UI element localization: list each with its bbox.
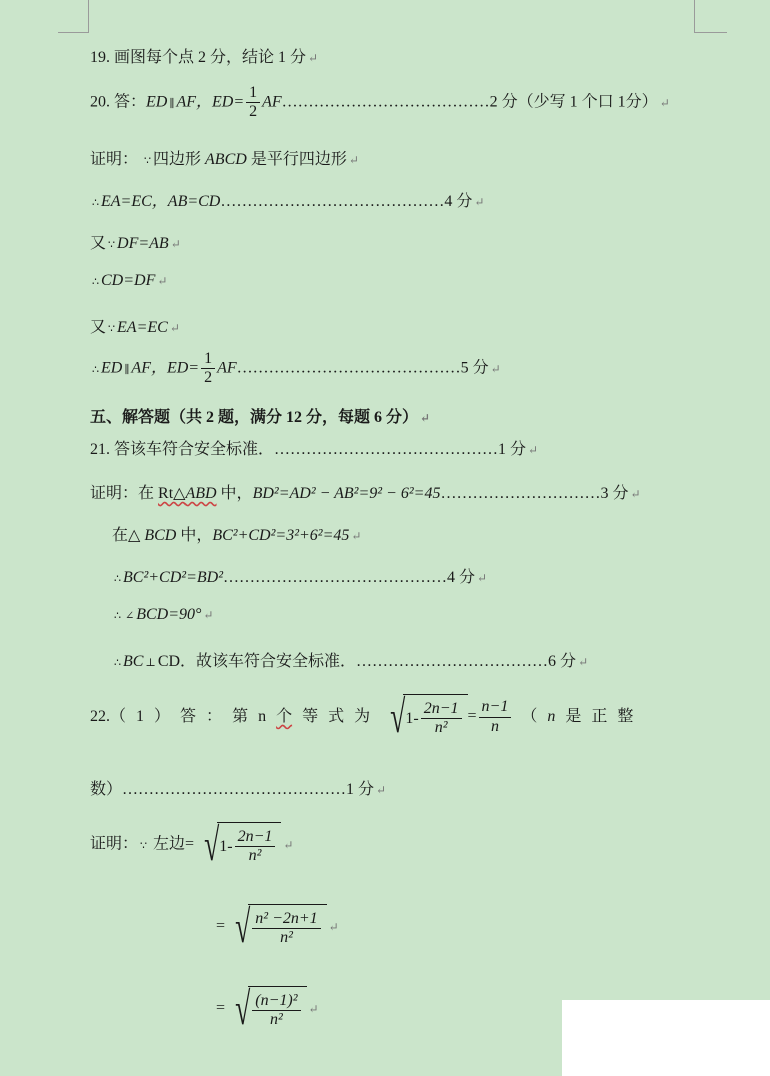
q22-head-char: 个 xyxy=(276,707,293,725)
q20-proof-text2: 是平行四边形 xyxy=(246,151,347,168)
q20-line4: 又 ∵ DF=AB ↵ xyxy=(90,235,181,252)
q19-text: 19. 画图每个点 2 分，结论 1 分 xyxy=(90,49,307,66)
q21-eq1-score: 3 分 xyxy=(600,485,629,502)
q21-line5: ∴ BC ⊥ CD．故该车符合安全标准．………………………………6 分 ↵ xyxy=(114,653,589,670)
q22-head-char: ： xyxy=(206,707,223,725)
q20-l7-fraction: $\frac{1}{2}$ xyxy=(201,350,215,388)
proof-label: 证明： xyxy=(90,835,139,853)
q20-l7-af: AF，ED= xyxy=(131,359,200,377)
q20-l3-score: 4 分 xyxy=(444,193,473,210)
blank-region xyxy=(562,1000,770,1076)
therefore-symbol: ∴ xyxy=(92,363,99,376)
q21-line4: ∴ ∠ BCD=90° ↵ xyxy=(114,606,214,623)
q21-eq1: BD²=AD² − AB²=9² − 6²=45 xyxy=(252,485,441,502)
q21-proof-mid: 中， xyxy=(216,485,253,502)
leader-dots: …………………………………… xyxy=(220,193,445,210)
q22-l2-score: 1 分 xyxy=(346,781,375,798)
q21-proof-line: 证明：在 Rt△ABD 中，BD²=AD² − AB²=9² − 6²=45…………………………3 分 ↵ xyxy=(90,485,641,502)
leader-dots: …………………………………… xyxy=(122,781,347,798)
leader-dots: …………………………………… xyxy=(222,569,447,586)
q20-af: AF，ED= xyxy=(176,93,245,111)
q20-line5: ∴ CD=DF ↵ xyxy=(92,272,168,289)
q22-proof-sqrt3: √ $\frac{\text{(n−1)²}}{\text{n²}}$ xyxy=(225,986,307,1032)
you-label: 又 xyxy=(90,235,107,252)
q21-answer-line: 21. 答该车符合安全标准．……………………………………1 分 ↵ xyxy=(90,441,539,458)
page-corner-mark-top-left xyxy=(58,0,89,33)
q22-tail-char: 整 xyxy=(617,707,634,725)
q20-fraction: $\frac{1}{2}$ xyxy=(246,84,260,122)
q20-answer-line: 20. 答：ED ∥ AF，ED= $\frac{1}{2}$ AF…………………………………2 分（少写 1 个口 1分） ↵ xyxy=(90,84,670,121)
q21-l3-score: 4 分 xyxy=(446,569,475,586)
q21-answer-score: 1 分 xyxy=(498,441,527,458)
q20-line7: ∴ ED ∥ AF，ED= $\frac{1}{2}$ AF……………………………………5 分 ↵ xyxy=(92,350,501,387)
q22-p2-eq: = xyxy=(216,917,226,935)
q22-head-char: 等 xyxy=(302,707,319,725)
q20-l5-text: CD=DF xyxy=(101,272,156,289)
leader-dots: ……………………………… xyxy=(356,653,549,670)
q22-rhs: $\frac{n-1}{n}$ xyxy=(479,698,512,736)
q21-l5-score: 6 分 xyxy=(548,653,577,670)
therefore-symbol: ∴ xyxy=(92,197,99,209)
parallel-symbol: ∥ xyxy=(124,363,130,376)
q22-p3-eq: = xyxy=(216,999,226,1017)
q20-line6: 又 ∵ EA=EC ↵ xyxy=(90,319,180,336)
q22-sqrt: √ 1- $\frac{2n-1}{\text{n²}}$ xyxy=(380,694,467,740)
q22-p1-one: 1- xyxy=(219,837,233,855)
q21-line3: ∴ BC²+CD²=BD²……………………………………4 分 ↵ xyxy=(114,569,488,586)
section5-title-line: 五、解答题（共 2 题，满分 12 分，每题 6 分） ↵ xyxy=(90,409,431,426)
q22-head-char: 式 xyxy=(328,707,345,725)
proof-label: 证明： xyxy=(90,151,139,168)
q20-ed: ED xyxy=(146,93,168,111)
q22-tail xyxy=(521,708,643,725)
because-symbol: ∵ xyxy=(144,155,152,167)
q21-line2: 在△ BCD 中，BC²+CD²=3²+6²=45 ↵ xyxy=(112,527,362,544)
therefore-symbol: ∴ xyxy=(114,610,121,622)
q22-tail-char: （ xyxy=(521,707,538,725)
q22-head-char: ） xyxy=(154,707,171,725)
q21-l2-bcd: BCD xyxy=(144,527,177,544)
q22-head-char: 第 xyxy=(232,707,249,725)
you-label: 又 xyxy=(90,319,107,336)
q20-l6-text: EA=EC xyxy=(117,319,168,336)
q20-af2: AF xyxy=(262,93,282,111)
q22-tail-char: 是 xyxy=(565,707,582,725)
q22-line2: 数）……………………………………1 分 ↵ xyxy=(90,781,387,798)
q21-l2-mid: 中， xyxy=(176,527,213,544)
q22-proof-sqrt2: √ $\frac{\text{n² −2n+1}}{\text{n²}}$ xyxy=(225,904,327,950)
q21-rt-triangle: Rt△ xyxy=(158,485,186,502)
q20-proof-text: 四边形 xyxy=(153,151,206,168)
q20-l3-text: EA=EC，AB=CD xyxy=(101,193,221,210)
q22-eq: = xyxy=(467,707,477,725)
q20-proof-line: 证明： ∵ 四边形 ABCD 是平行四边形 ↵ xyxy=(90,151,359,168)
leader-dots: …………………………………… xyxy=(236,359,461,377)
q22-statement-line xyxy=(90,691,643,742)
q21-l5-rest: CD．故该车符合安全标准． xyxy=(157,653,357,670)
q19-line: 19. 画图每个点 2 分，结论 1 分 ↵ xyxy=(90,49,319,66)
q21-l2-eq: BC²+CD²=3²+6²=45 xyxy=(212,527,350,544)
q22-proof-step2: = √ $\frac{\text{n² −2n+1}}{\text{n²}}$ ↵ xyxy=(216,901,339,952)
therefore-symbol: ∴ xyxy=(92,276,99,288)
q21-proof-pre: 证明：在 xyxy=(90,485,159,502)
q22-tail-char: 正 xyxy=(591,707,608,725)
q22-l2-text: 数） xyxy=(90,781,123,798)
q21-abd: ABD xyxy=(185,485,217,502)
q20-abcd: ABCD xyxy=(205,151,247,168)
q22-head xyxy=(90,708,380,725)
q20-head: 20. 答： xyxy=(90,93,147,111)
therefore-symbol: ∴ xyxy=(114,657,121,669)
leader-dots: ………………………………… xyxy=(281,93,490,111)
because-symbol: ∵ xyxy=(140,839,148,852)
because-symbol: ∵ xyxy=(108,239,116,251)
q22-proof-line: 证明： ∵ 左边= √ 1- $\frac{2n-1}{\text{n²}}$ ↵ xyxy=(90,819,294,870)
q22-proof-step3: = √ $\frac{\text{(n−1)²}}{\text{n²}}$ ↵ xyxy=(216,983,319,1034)
leader-dots: ………………………… xyxy=(440,485,601,502)
q20-l7-af2: AF xyxy=(217,359,237,377)
q21-l3-eq: BC²+CD²=BD² xyxy=(123,569,223,586)
q21-l5-bc: BC xyxy=(123,653,144,670)
angle-symbol: ∠ xyxy=(125,610,135,622)
therefore-symbol: ∴ xyxy=(114,573,121,585)
q22-head-char: 答 xyxy=(180,707,197,725)
q21-answer: 21. 答该车符合安全标准． xyxy=(90,441,275,458)
page-corner-mark-top-right xyxy=(694,0,727,33)
q22-head-char: 22.（ xyxy=(90,707,127,725)
perpendicular-symbol: ⊥ xyxy=(145,657,156,669)
because-symbol: ∵ xyxy=(108,323,116,335)
q20-l4-text: DF=AB xyxy=(117,235,169,252)
leader-dots: …………………………………… xyxy=(274,441,499,458)
q21-l2-pre: 在△ xyxy=(112,527,141,544)
q22-head-char: 1 xyxy=(136,707,145,725)
q20-score: 2 分（少写 1 个口 1分） xyxy=(489,93,658,111)
parallel-symbol: ∥ xyxy=(169,97,175,110)
q22-proof-sqrt1: √ 1- $\frac{2n-1}{\text{n²}}$ xyxy=(194,822,281,868)
q22-head-char: n xyxy=(258,707,267,725)
q21-l4-eq: BCD=90° xyxy=(136,606,202,623)
q20-l7-ed: ED xyxy=(101,359,123,377)
section5-title: 五、解答题（共 2 题，满分 12 分，每题 6 分） xyxy=(90,409,419,426)
q20-line3: ∴ EA=EC，AB=CD……………………………………4 分 ↵ xyxy=(92,193,485,210)
q20-l7-score: 5 分 xyxy=(460,359,489,377)
q22-tail-char: n xyxy=(547,707,556,725)
q22-left-side: 左边= xyxy=(153,835,195,853)
q22-rad-one: 1- xyxy=(405,709,419,727)
q22-head-char: 为 xyxy=(354,707,371,725)
